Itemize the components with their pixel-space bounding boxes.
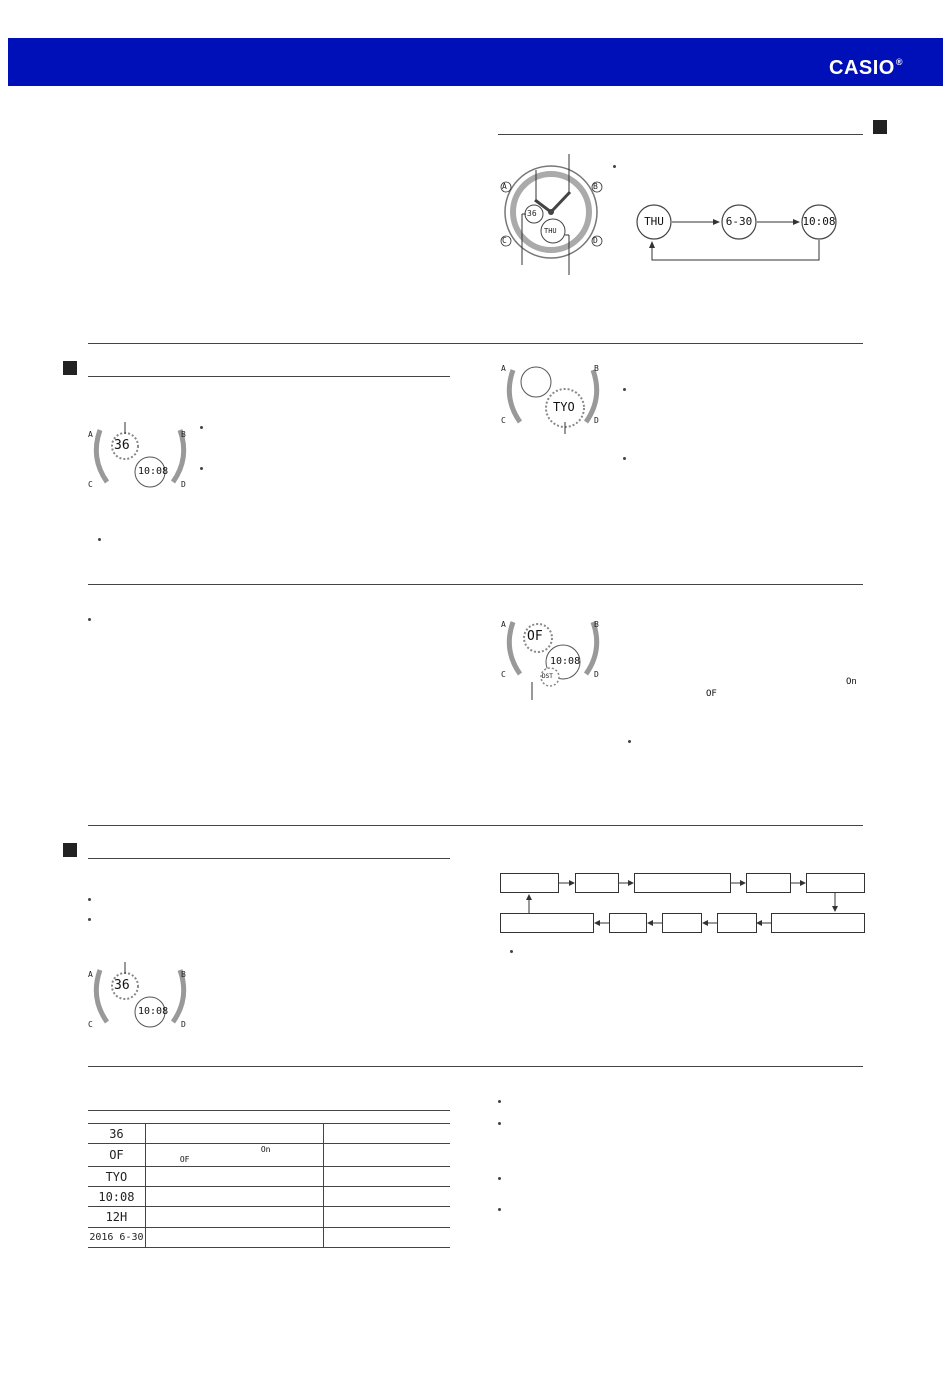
table-row (88, 1228, 450, 1248)
button-label-c: C (502, 236, 507, 245)
button-label-a: A (501, 620, 506, 629)
dst-setting: OF (527, 629, 543, 644)
table-row (88, 1167, 450, 1187)
button-label-d: D (181, 480, 186, 489)
heading-rule-left-2 (88, 858, 450, 859)
casio-logo (829, 57, 903, 80)
bullet (510, 950, 513, 953)
table-cell (145, 1167, 323, 1187)
button-label-b: B (594, 364, 599, 373)
dst-off-note: OF (179, 1155, 190, 1164)
header-bar (8, 38, 943, 86)
watch-world-time-labels (498, 362, 608, 434)
button-label-c: C (88, 1020, 93, 1029)
digital-time: 10:08 (138, 1006, 169, 1017)
section-marker-top-right (873, 120, 887, 134)
section-marker-left-1 (63, 361, 77, 375)
button-label-b: B (593, 182, 598, 191)
table-header-cell (145, 1111, 323, 1124)
bullet (498, 1100, 501, 1103)
flow-arrows (495, 868, 870, 938)
subdial-value: 36 (527, 209, 537, 218)
digital-time: 10:08 (138, 466, 169, 477)
bullet (628, 740, 631, 743)
table-header-row (88, 1111, 450, 1124)
table-cell (145, 1207, 323, 1228)
table-row (88, 1124, 450, 1144)
table-cell-display: 10:08 (88, 1187, 145, 1207)
dst-on-text: On (846, 677, 857, 687)
cycle-item-date: 6-30 (725, 215, 753, 228)
table-row (88, 1187, 450, 1207)
table-cell (323, 1144, 450, 1167)
dst-on-note: On (260, 1145, 271, 1154)
display-cycle-diagram (630, 195, 845, 270)
brand-text: CASIO (829, 57, 895, 79)
dst-badge: DST (542, 673, 553, 680)
table-row (88, 1144, 450, 1167)
button-label-c: C (88, 480, 93, 489)
cycle-item-time: 10:08 (802, 215, 836, 228)
watch-city-labels (85, 422, 195, 494)
button-label-d: D (594, 416, 599, 425)
day-display: THU (544, 227, 557, 235)
button-label-a: A (501, 364, 506, 373)
bullet (88, 898, 91, 901)
bullet (200, 467, 203, 470)
table-cell-display: 36 (88, 1124, 145, 1144)
watch-hands-labels (498, 150, 608, 280)
table-cell-display: TYO (88, 1167, 145, 1187)
button-label-b: B (594, 620, 599, 629)
button-label-c: C (501, 670, 506, 679)
table-header-cell (88, 1111, 145, 1124)
bullet (98, 538, 101, 541)
button-label-d: D (181, 1020, 186, 1029)
table-cell-display: OF (88, 1144, 145, 1167)
table-cell (145, 1144, 323, 1167)
bullet (623, 388, 626, 391)
reg-mark: ® (895, 57, 903, 67)
table-cell (323, 1187, 450, 1207)
table-cell (323, 1228, 450, 1248)
table-cell (145, 1124, 323, 1144)
button-label-b: B (181, 430, 186, 439)
heading-rule-left-1 (88, 376, 450, 377)
divider-3 (88, 825, 863, 826)
bullet (623, 457, 626, 460)
bullet (88, 618, 91, 621)
button-label-a: A (502, 182, 507, 191)
button-label-d: D (594, 670, 599, 679)
bullet (613, 165, 616, 168)
bullet (498, 1177, 501, 1180)
button-label-c: C (501, 416, 506, 425)
table-cell (145, 1228, 323, 1248)
watch-setting-labels (85, 962, 195, 1034)
bullet (498, 1122, 501, 1125)
table-cell-display: 2016 6-30 (88, 1228, 145, 1248)
button-label-a: A (88, 430, 93, 439)
table-cell (323, 1124, 450, 1144)
subdial-city-code: 36 (114, 438, 130, 453)
bullet (200, 426, 203, 429)
bullet (498, 1208, 501, 1211)
table-cell (323, 1167, 450, 1187)
table-row (88, 1207, 450, 1228)
section-marker-left-2 (63, 843, 77, 857)
divider-2 (88, 584, 863, 585)
digital-time: 10:08 (550, 656, 581, 667)
settings-table (88, 1110, 450, 1248)
table-cell (145, 1187, 323, 1207)
divider-1 (88, 343, 863, 344)
button-label-a: A (88, 970, 93, 979)
divider-4 (88, 1066, 863, 1067)
watch-dst-labels (498, 614, 608, 700)
table-cell-display: 12H (88, 1207, 145, 1228)
rule-top-right (498, 134, 863, 135)
button-label-d: D (593, 236, 598, 245)
city-code: TYO (553, 400, 575, 414)
table-header-cell (323, 1111, 450, 1124)
dst-off-text: OF (706, 689, 717, 699)
cycle-item-day: THU (644, 215, 664, 228)
subdial-city-code: 36 (114, 978, 130, 993)
table-cell (323, 1207, 450, 1228)
bullet (88, 918, 91, 921)
button-label-b: B (181, 970, 186, 979)
